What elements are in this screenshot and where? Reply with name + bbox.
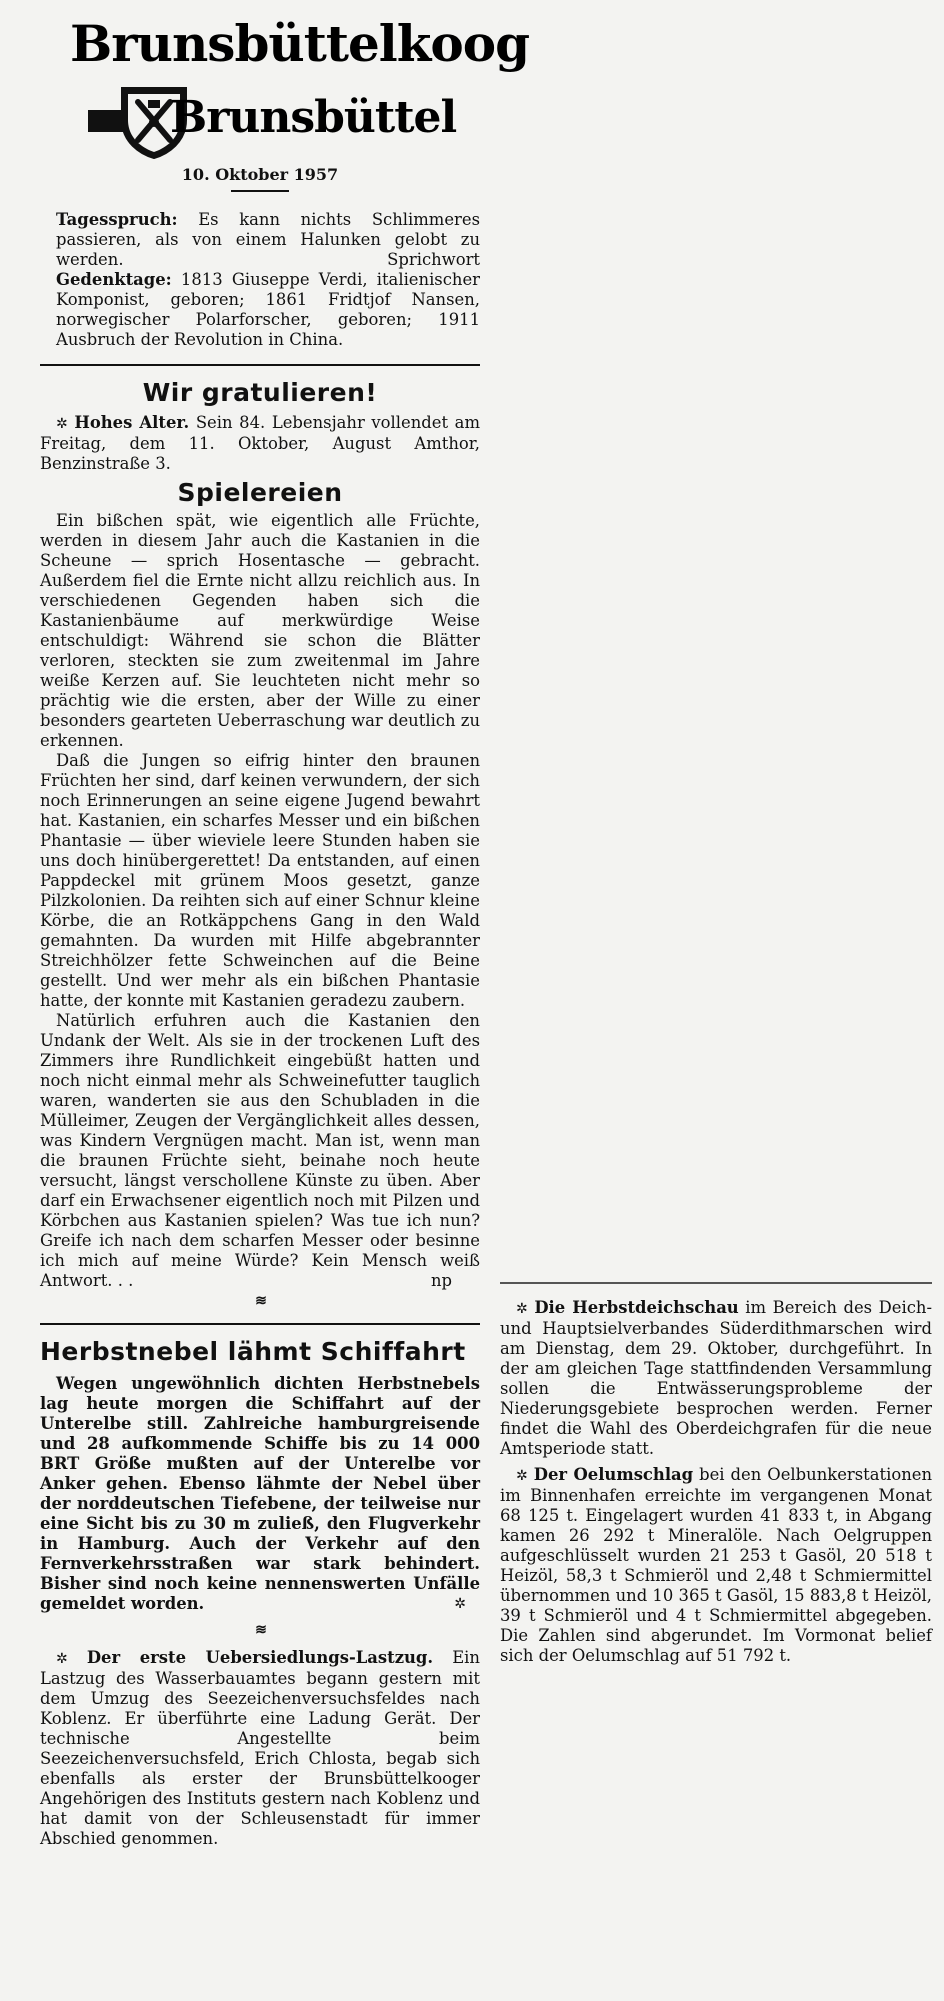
gedenktage-label: Gedenktage: bbox=[56, 270, 172, 289]
section-separator-icon: ≋ bbox=[255, 1622, 265, 1638]
herbstnebel-heading: Herbstnebel lähmt Schiffahrt bbox=[40, 1337, 466, 1366]
lastzug-text: Ein Lastzug des Wasserbauamtes begann gestern mit dem Umzug des Seezeichenversuchsfeldes nach Koblenz. Er überführte eine Ladung Gerät. Der technische Angestellte beim Seezeichenversuchsfeld, Erich Chlosta, begab sich ebenfalls als erster der Brunsbüttelkooger Angehörigen des Instituts gestern nach Koblenz und hat damit von der Schleusenstadt für immer Abschied genommen. bbox=[40, 1648, 480, 1848]
spielereien-paragraph-2: Daß die Jungen so eifrig hinter den braunen Früchten her sind, darf keinen verwundern, der sich noch Erinnerungen an seine eigene Jugend bewahrt hat. Kastanien, ein scharfes Messer und ein bißchen Phantasie — über wieviele leere Stunden haben sie uns doch hinübergerettet! Da entstanden, auf einen Pappdeckel mit grünem Moos gesetzt, ganze Pilzkolonien. Da reihten sich auf einer Schnur kleine Körbe, die an Rotkäppchens Gang in den Wald gemahnten. Da wurden mit Hilfe abgebrannter Streichhölzer fette Schweinchen auf die Beine gestellt. Und wer mehr als ein bißchen Phantasie hatte, der konnte mit Kastanien geradezu zaubern. bbox=[40, 751, 480, 1010]
right-column-articles bbox=[500, 1298, 932, 1666]
issue-date: 10. Oktober 1957 bbox=[181, 165, 339, 184]
lastzug-paragraph bbox=[40, 1648, 480, 1849]
deichschau-text: im Bereich des Deich- und Hauptsielverbandes Süderdithmarschen wird am Dienstag, dem 29. Oktober, durchgeführt. In der am gleichen Tage stattfindenden Versammlung sollen die Entwässerungsprobleme der Niederungsgebiete besprochen werden. Ferner findet die Wahl des Oberdeichgrafen für die neue Amtsperiode statt. bbox=[500, 1298, 932, 1458]
star-icon: ✲ bbox=[56, 1651, 68, 1667]
star-icon: ✲ bbox=[516, 1301, 528, 1317]
star-icon: ✲ bbox=[516, 1468, 528, 1484]
star-icon: ✲ bbox=[454, 1596, 466, 1612]
gratulation-paragraph bbox=[40, 413, 480, 474]
oelumschlag-lead: Der Oelumschlag bbox=[533, 1465, 694, 1484]
deichschau-paragraph bbox=[500, 1298, 932, 1459]
tagesspruch-paragraph bbox=[40, 210, 480, 270]
gedenktage-paragraph bbox=[40, 270, 480, 350]
gratulation-text: Sein 84. Lebensjahr vollendet am Freitag, dem 11. Oktober, August Amthor, Benzinstraße 3. bbox=[40, 413, 480, 473]
left-column bbox=[40, 8, 530, 1849]
gratulation-lead: Hohes Alter. bbox=[74, 413, 190, 432]
spielereien-signature: np bbox=[430, 1271, 452, 1290]
spielereien-paragraph-1: Ein bißchen spät, wie eigentlich alle Früchte, werden in diesem Jahr auch die Kastanien in die Scheune — sprich Hosentasche — gebracht. Außerdem fiel die Ernte nicht allzu reichlich aus. In verschiedenen Gegenden haben sich die Kastanienbäume auf merkwürdige Weise entschuldigt: Während sie schon die Blätter verloren, steckten sie zum zweitenmal im Jahre weiße Kerzen auf. Sie leuchteten nicht mehr so prächtig wie die ersten, aber der Wille zu einer besonders gearteten Ueberraschung war deutlich zu erkennen. bbox=[40, 511, 480, 750]
herbstnebel-paragraph bbox=[40, 1374, 480, 1614]
oelumschlag-text: bei den Oelbunkerstationen im Binnenhafen erreichte im vergangenen Monat 68 125 t. Eingelagert wurden 41 833 t, in Abgang kamen 26 292 t Mineralöle. Nach Oelgruppen aufgeschlüsselt wurden 21 253 t Gasöl, 20 518 t Heizöl, 58,3 t Schmieröl und 2,48 t Schmiermittel übernommen und 10 365 t Gasöl, 15 883,8 t Heizöl, 39 t Schmieröl und 4 t Schmiermittel abgegeben. Die Zahlen sind abgerundet. Im Vormonat belief sich der Oelumschlag auf 51 792 t. bbox=[500, 1465, 933, 1665]
masthead-title-line1: Brunsbüttelkoog bbox=[70, 14, 530, 73]
section-separator-icon: ≋ bbox=[255, 1293, 265, 1309]
herbstnebel-text: Wegen ungewöhnlich dichten Herbstnebels lag heute morgen die Schiffahrt auf der Unterelbe still. Zahlreiche hamburgreisende und 28 aufkommende Schiffe bis zu 14 000 BRT Größe mußten auf der Unterelbe vor Anker gehen. Ebenso lähmte der Nebel über der norddeutschen Tiefebene, der teilweise nur eine Sicht bis zu 30 m zuließ, den Flugverkehr in Hamburg. Auch der Verkehr auf den Fernverkehrsstraßen war stark behindert. Bisher sind noch keine nennenswerten Unfälle gemeldet worden. bbox=[40, 1374, 480, 1613]
date-rule bbox=[231, 190, 289, 192]
section-rule-2 bbox=[40, 1323, 480, 1325]
deichschau-lead: Die Herbstdeichschau bbox=[534, 1298, 739, 1317]
section-rule bbox=[40, 364, 480, 366]
spielereien-heading: Spielereien bbox=[177, 478, 343, 507]
masthead-title-line2: Brunsbüttel bbox=[170, 92, 457, 143]
oelumschlag-paragraph bbox=[500, 1465, 932, 1666]
herbstnebel-article bbox=[40, 1374, 480, 1614]
bleed-through-area bbox=[500, 0, 930, 1280]
masthead bbox=[40, 8, 530, 153]
spielereien-paragraph-3 bbox=[40, 1011, 480, 1291]
lastzug-lead: Der erste Uebersiedlungs-Lastzug. bbox=[86, 1648, 434, 1667]
tagesspruch-source: Sprichwort bbox=[387, 250, 480, 269]
gedenktage-text: 1813 Giuseppe Verdi, italienischer Komponist, geboren; 1861 Fridtjof Nansen, norwegischer Polarforscher, geboren; 1911 Ausbruch der Revolution in China. bbox=[56, 270, 480, 349]
column-divider-rule bbox=[500, 1282, 932, 1284]
tagesspruch-label: Tagesspruch: bbox=[56, 210, 178, 229]
spielereien-paragraph-3-text: Natürlich erfuhren auch die Kastanien den Undank der Welt. Als sie in der trockenen Luft des Zimmers ihre Rundlichkeit eingebüßt hatten und noch nicht einmal mehr als Schweinefutter tauglich waren, wanderten sie aus den Schubladen in die Mülleimer, Zeugen der Vergänglichkeit alles dessen, was Kindern Vergnügen macht. Man ist, wenn man die braunen Früchte sieht, beinahe noch heute versucht, längst verschollene Künste zu üben. Aber darf ein Erwachsener eigentlich noch mit Pilzen und Körbchen aus Kastanien spielen? Was tue ich nun? Greife ich nach dem scharfen Messer oder besinne ich mich auf meine Würde? Kein Mensch weiß Antwort. . . bbox=[40, 1011, 480, 1290]
star-icon: ✲ bbox=[56, 416, 68, 432]
tagesspruch-text: Es kann nichts Schlimmeres passieren, als von einem Halunken gelobt zu werden. bbox=[56, 210, 480, 269]
gratulation-heading: Wir gratulieren! bbox=[142, 378, 378, 407]
